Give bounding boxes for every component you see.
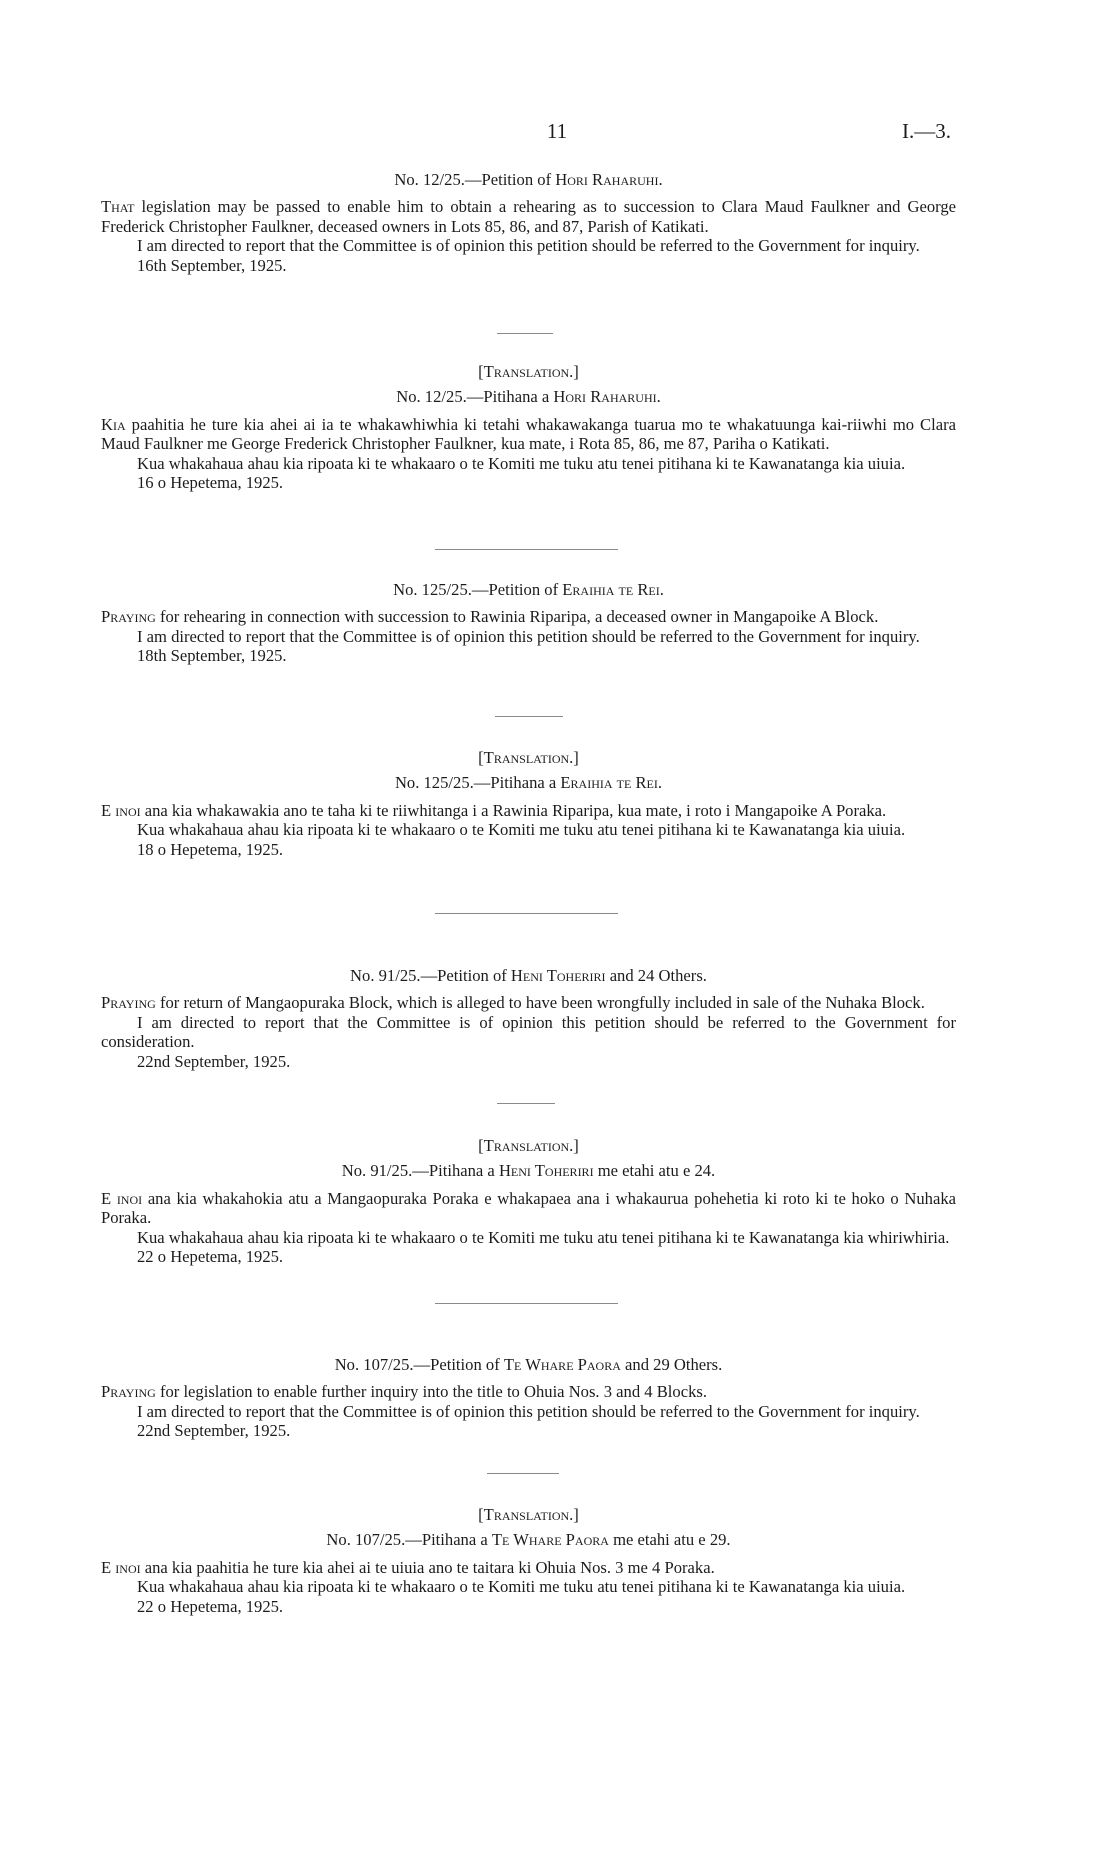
petition-prayer: That legislation may be passed to enable him to obtain a rehearing as to succession to Clara Maud Faulkner and George Frederick Christopher Faulkner, deceased owners in Lots 85, 86, and 87, Parish of Katikati. <box>101 197 956 236</box>
committee-report: I am directed to report that the Committee is of opinion this petition should be referred to the Government for inquiry. <box>137 236 920 256</box>
report-date: 18 o Hepetema, 1925. <box>137 839 284 859</box>
petition-prayer: Kia paahitia he ture kia ahei ai ia te whakawhiwhia ki tetahi whakawakanga tuarua mo te whakatuunga kai-riiwhi mo Clara Maud Faulkner me George Frederick Christopher Faulkner, kua mate, i Rota 85, 86, me 87, Pariha o Katikati. <box>101 414 956 454</box>
report-date: 22 o Hepetema, 1925. <box>137 1247 284 1267</box>
committee-report: Kua whakahaua ahau kia ripoata ki te whakaaro o te Komiti me tuku atu tenei pitihana ki te Kawanatanga kia uiuia. <box>137 820 906 840</box>
petition-heading: No. 107/25.—Pitihana a Te Whare Paora me etahi atu e 29. <box>326 1530 731 1550</box>
committee-report: I am directed to report that the Committee is of opinion this petition should be referred to the Government for consideration. <box>101 1012 956 1052</box>
committee-report: I am directed to report that the Committee is of opinion this petition should be referred to the Government for inquiry. <box>137 626 920 646</box>
petition-prayer: Praying for return of Mangaopuraka Block, which is alleged to have been wrongfully included in sale of the Nuhaka Block. <box>101 993 925 1013</box>
committee-report: Kua whakahaua ahau kia ripoata ki te whakaaro o te Komiti me tuku atu tenei pitihana ki te Kawanatanga kia whiriwhiria. <box>137 1227 950 1247</box>
petition-107-translation <box>101 1505 956 1616</box>
petition-heading: No. 91/25.—Petition of Heni Toheriri and 24 Others. <box>350 966 707 985</box>
petition-91-translation <box>101 1136 956 1266</box>
page-reference: I.—3. <box>902 119 951 143</box>
report-date: 22nd September, 1925. <box>137 1421 291 1441</box>
petition-prayer: Praying for legislation to enable further inquiry into the title to Ohuia Nos. 3 and 4 Blocks. <box>101 1382 707 1402</box>
report-date: 22 o Hepetema, 1925. <box>137 1596 284 1616</box>
petition-heading: No. 12/25.—Pitihana a Hori Raharuhi. <box>396 387 661 407</box>
section-divider <box>495 716 563 717</box>
committee-report: Kua whakahaua ahau kia ripoata ki te whakaaro o te Komiti me tuku atu tenei pitihana ki te Kawanatanga kia uiuia. <box>137 453 906 473</box>
report-date: 16th September, 1925. <box>137 255 287 275</box>
section-divider <box>435 549 618 550</box>
section-divider <box>497 1103 555 1104</box>
translation-label: [Translation.] <box>478 362 579 381</box>
page-number: 11 <box>546 119 568 143</box>
petition-prayer: E inoi ana kia whakahokia atu a Mangaopuraka Poraka e whakapaea ana i whakaurua pohehetia ki roto ki te hoko o Nuhaka Poraka. <box>101 1188 956 1228</box>
petition-107-english <box>101 1355 956 1441</box>
petition-12-translation <box>101 362 956 492</box>
petition-125-english <box>101 580 956 666</box>
section-divider <box>435 1303 618 1304</box>
petition-heading: No. 125/25.—Pitihana a Eraihia te Rei. <box>394 773 663 793</box>
report-date: 22nd September, 1925. <box>137 1051 291 1071</box>
committee-report: I am directed to report that the Committee is of opinion this petition should be referred to the Government for inquiry. <box>137 1401 920 1421</box>
translation-label: [Translation.] <box>478 1505 579 1524</box>
petition-prayer: Praying for rehearing in connection with succession to Rawinia Riparipa, a deceased owner in Mangapoike A Block. <box>101 607 879 627</box>
petition-12-english <box>101 170 956 275</box>
petition-heading: No. 125/25.—Petition of Eraihia te Rei. <box>393 580 664 599</box>
petition-heading: No. 91/25.—Pitihana a Heni Toheriri me etahi atu e 24. <box>341 1161 716 1181</box>
report-date: 18th September, 1925. <box>137 646 287 666</box>
petition-125-translation <box>101 748 956 859</box>
committee-report: Kua whakahaua ahau kia ripoata ki te whakaaro o te Komiti me tuku atu tenei pitihana ki te Kawanatanga kia uiuia. <box>137 1577 906 1597</box>
petition-prayer: E inoi ana kia whakawakia ano te taha ki te riiwhitanga i a Rawinia Riparipa, kua mate, i roto i Mangapoike A Poraka. <box>101 800 887 820</box>
section-divider <box>487 1473 559 1474</box>
petition-prayer: E inoi ana kia paahitia he ture kia ahei ai te uiuia ano te taitara ki Ohuia Nos. 3 me 4 Poraka. <box>101 1557 715 1577</box>
petition-heading: No. 12/25.—Petition of Hori Raharuhi. <box>394 170 663 189</box>
petition-heading: No. 107/25.—Petition of Te Whare Paora and 29 Others. <box>334 1355 723 1374</box>
translation-label: [Translation.] <box>478 1136 579 1155</box>
petition-91-english <box>101 966 956 1071</box>
report-date: 16 o Hepetema, 1925. <box>137 473 284 493</box>
section-divider <box>435 913 618 914</box>
section-divider <box>497 333 553 334</box>
translation-label: [Translation.] <box>478 748 579 767</box>
